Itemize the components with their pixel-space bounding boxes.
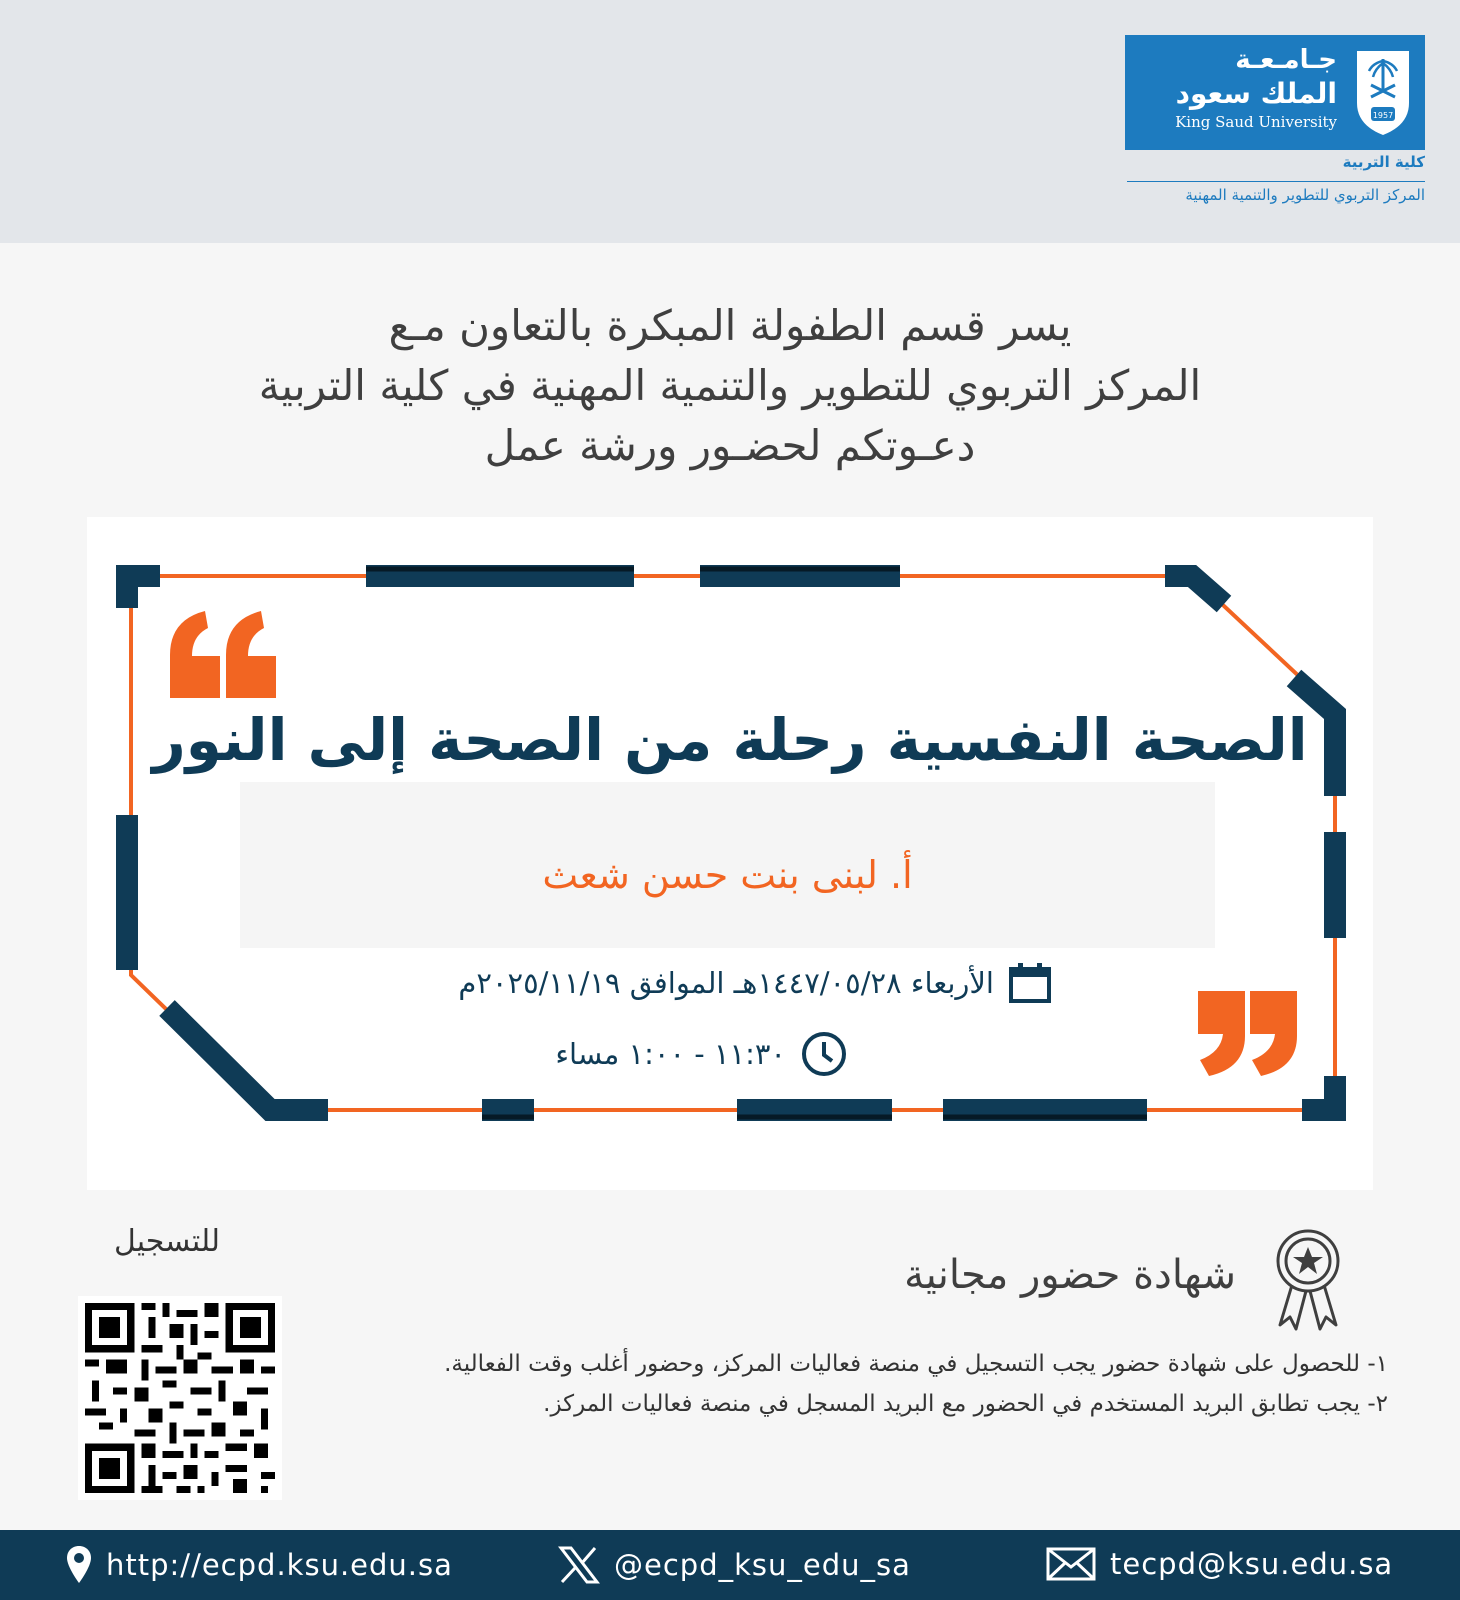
twitter-handle[interactable]: @ecpd_ksu_edu_sa	[614, 1548, 911, 1582]
logo-english: King Saud University	[1175, 113, 1337, 131]
intro-line2: المركز التربوي للتطوير والتنمية المهنية في كلية التربية	[258, 361, 1202, 410]
svg-text:1957: 1957	[1372, 111, 1394, 120]
center-name: المركز التربوي للتطوير والتنمية المهنية	[1185, 186, 1425, 204]
footer-bar	[0, 1530, 1460, 1600]
clock-icon	[800, 1030, 848, 1078]
award-ribbon-icon	[1270, 1225, 1346, 1331]
logo-arabic-line2: الملك سعود	[1175, 77, 1337, 110]
intro-line3: دعـوتكم لحضـور ورشة عمل	[484, 421, 976, 470]
footer-twitter[interactable]	[558, 1545, 911, 1585]
registration-qr-code[interactable]	[78, 1296, 282, 1500]
date-row	[458, 962, 1052, 1004]
calendar-icon	[1008, 962, 1052, 1004]
time-row	[555, 1030, 848, 1078]
quote-open-icon	[170, 611, 276, 698]
event-date: الأربعاء ١٤٤٧/٠٥/٢٨هـ الموافق ٢٠٢٥/١١/١٩م	[458, 966, 994, 1000]
event-time: ١١:٣٠ - ١:٠٠ مساء	[555, 1037, 786, 1071]
quote-close-icon	[1198, 991, 1297, 1076]
college-name: كلية التربية	[1342, 153, 1425, 171]
certificate-title: شهادة حضور مجانية	[904, 1252, 1236, 1298]
footer-website[interactable]	[66, 1545, 453, 1585]
registration-label: للتسجيل	[114, 1224, 221, 1259]
location-pin-icon	[66, 1545, 92, 1585]
website-link[interactable]: http://ecpd.ksu.edu.sa	[106, 1548, 453, 1582]
intro-line1: يسر قسم الطفولة المبكرة بالتعاون مـع	[388, 301, 1072, 350]
logo-arabic-line1: جـامـعـة	[1235, 45, 1337, 75]
certificate-notes	[308, 1348, 1388, 1421]
presenter-name: أ. لبنى بنت حسن شعث	[542, 853, 913, 897]
x-logo-icon	[558, 1545, 600, 1585]
event-title: الصحة النفسية رحلة من الصحة إلى النور	[152, 706, 1308, 774]
envelope-icon	[1046, 1545, 1096, 1583]
note-2: ٢- يجب تطابق البريد المستخدم في الحضور مع البريد المسجل في منصة فعاليات المركز.	[543, 1391, 1388, 1417]
email-address[interactable]: tecpd@ksu.edu.sa	[1110, 1547, 1394, 1581]
note-1: ١- للحصول على شهادة حضور يجب التسجيل في منصة فعاليات المركز، وحضور أغلب وقت الفعالية.	[444, 1351, 1388, 1377]
footer-email[interactable]	[1046, 1545, 1393, 1583]
